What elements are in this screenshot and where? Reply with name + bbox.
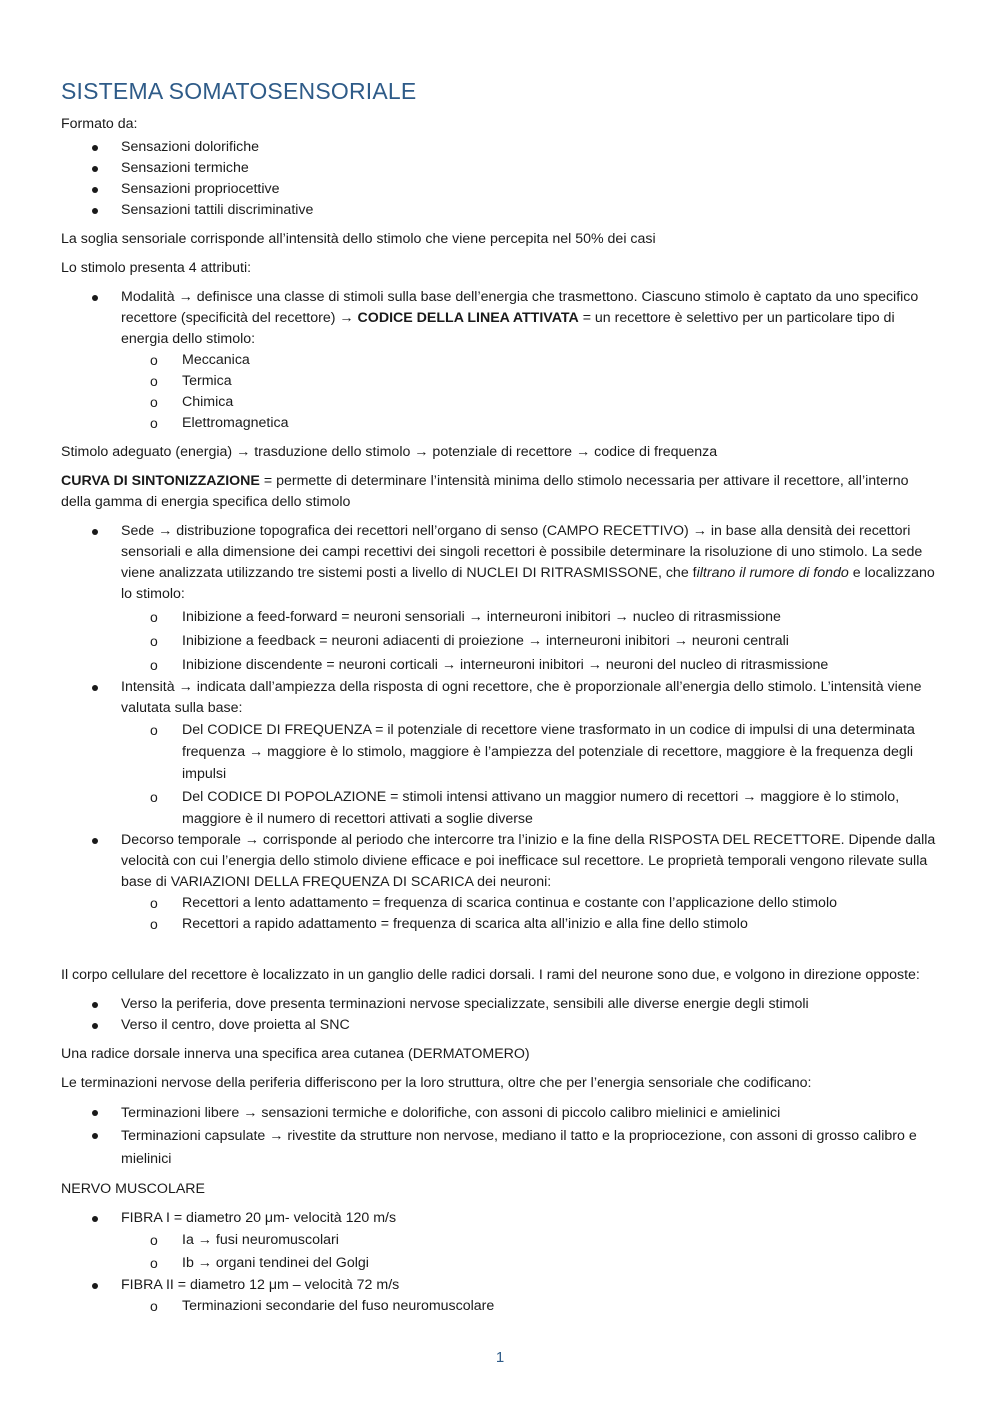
corpo-text: Il corpo cellulare del recettore è localizzato in un ganglio delle radici dorsali. I rami del neurone sono due, e volgono in direzione opposte: [61, 967, 920, 983]
list-item: o Inibizione a feedback = neuroni adiacenti di proiezione → interneuroni inibitori → neuroni centrali [121, 629, 941, 653]
terminazioni-list [61, 1102, 941, 1171]
terminazioni-intro: Le terminazioni nervose della periferia differiscono per la loro struttura, oltre che per l’energia sensoriale che codificano: [61, 1075, 812, 1091]
list-item-intensita [61, 677, 941, 830]
page-title: SISTEMA SOMATOSENSORIALE [61, 78, 417, 104]
list-item-modalita [61, 287, 941, 434]
list-item: Terminazioni libere → sensazioni termiche e dolorifiche, con assoni di piccolo calibro mielinici e amielinici [61, 1102, 941, 1125]
sede-post: e localizzano lo stimolo: [121, 565, 935, 602]
list-item-fibra2 [61, 1275, 941, 1317]
modalita-sublist [121, 350, 941, 434]
modalita-post: = un recettore è selettivo per un particolare tipo di energia dello stimolo: [121, 310, 895, 347]
list-item: Sensazioni tattili discriminative [61, 200, 941, 221]
list-item-decorso [61, 830, 941, 935]
list-item: Verso il centro, dove proietta al SNC [61, 1015, 941, 1036]
fibre-list [61, 1208, 941, 1317]
list-item: Sensazioni propriocettive [61, 179, 941, 200]
list-item: o Chimica [121, 392, 941, 413]
modalita-text: Modalità → definisce una classe di stimoli sulla base dell’energia che trasmettono. Ciascuno stimolo è captato da uno specifico recettore (specificità del recettore) → [121, 289, 919, 326]
sensations-list [61, 137, 941, 221]
list-item: o Recettori a lento adattamento = frequenza di scarica continua e costante con l’applicazione dello stimolo [121, 893, 941, 914]
nervo-heading: NERVO MUSCOLARE [61, 1181, 206, 1197]
rami-list [61, 994, 941, 1036]
list-item: o Inibizione a feed-forward = neuroni sensoriali → interneuroni inibitori → nucleo di ritrasmissione [121, 605, 941, 629]
list-item: Terminazioni capsulate → rivestite da strutture non nervose, mediano il tatto e la propriocezione, con assoni di grosso calibro e mielinici [61, 1125, 941, 1171]
curva-text: = permette di determinare l’intensità minima dello stimolo necessaria per attivare il recettore, all’interno della gamma di energia specifica dello stimolo [61, 473, 909, 510]
intensita-text: Intensità → indicata dall’ampiezza della risposta di ogni recettore, che è proporzionale all’energia dello stimolo. L’intensità viene valutata sulla base: [121, 679, 922, 716]
list-item: Sensazioni dolorifiche [61, 137, 941, 158]
list-item: o Termica [121, 371, 941, 392]
list-item: Sensazioni termiche [61, 158, 941, 179]
fibra1-sublist [121, 1229, 941, 1275]
modalita-bold: CODICE DELLA LINEA ATTIVATA [357, 310, 579, 326]
attributes-list [61, 521, 941, 935]
list-item-sede [61, 521, 941, 677]
radice-text: Una radice dorsale innerva una specifica area cutanea (DERMATOMERO) [61, 1046, 530, 1062]
sede-text: Sede → distribuzione topografica dei recettori nell’organo di senso (CAMPO RECETTIVO) → in base alla densità dei recettori sensoriali e alla dimensione dei campi recettivi dei singoli recettori è possibile determinare la risoluzione di uno stimolo. La sede viene analizzata utilizzando tre sistemi posti a livello di NUCLEI DI RITRASMISSONE, che f [121, 523, 923, 581]
list-item: o Terminazioni secondarie del fuso neuromuscolare [121, 1296, 941, 1317]
list-item: o Recettori a rapido adattamento = frequenza di scarica alta all’inizio e alla fine dello stimolo [121, 914, 941, 935]
list-item: o Ia → fusi neuromuscolari [121, 1229, 941, 1252]
decorso-sublist [121, 893, 941, 935]
list-item: o Del CODICE DI FREQUENZA = il potenziale di recettore viene trasformato in un codice di impulsi di una determinata frequenza → maggiore è lo stimolo, maggiore è l’ampiezza del potenziale di recettore, maggiore è la frequenza degli impulsi [121, 719, 941, 785]
list-item-fibra1 [61, 1208, 941, 1275]
intro-text: Formato da: [61, 116, 138, 132]
fibra1-text: FIBRA I = diametro 20 μm- velocità 120 m/s [121, 1210, 397, 1226]
list-item: o Elettromagnetica [121, 413, 941, 434]
list-item: o Inibizione discendente = neuroni corticali → interneuroni inibitori → neuroni del nucleo di ritrasmissione [121, 653, 941, 677]
soglia-text: La soglia sensoriale corrisponde all’intensità dello stimolo che viene percepita nel 50% dei casi [61, 231, 656, 247]
sede-sublist [121, 605, 941, 677]
stimolo-adeguato: Stimolo adeguato (energia) → trasduzione dello stimolo → potenziale di recettore → codice di frequenza [61, 444, 718, 460]
curva-paragraph [61, 471, 941, 513]
intensita-sublist [121, 719, 941, 830]
list-item: o Meccanica [121, 350, 941, 371]
curva-bold: CURVA DI SINTONIZZAZIONE [61, 473, 260, 489]
fibra2-sublist [121, 1296, 941, 1317]
modalita-list [61, 287, 941, 434]
fibra2-text: FIBRA II = diametro 12 μm – velocità 72 m/s [121, 1277, 400, 1293]
list-item: Verso la periferia, dove presenta terminazioni nervose specializzate, sensibili alle diverse energie degli stimoli [61, 994, 941, 1015]
spacer [61, 943, 941, 965]
attributi-intro: Lo stimolo presenta 4 attributi: [61, 260, 252, 276]
document-page [61, 76, 941, 1325]
list-item: o Ib → organi tendinei del Golgi [121, 1252, 941, 1275]
decorso-text: Decorso temporale → corrisponde al periodo che intercorre tra l’inizio e la fine della RISPOSTA DEL RECETTORE. Dipende dalla velocità con cui l’energia dello stimolo diviene efficace e poi inefficace sul recettore. Le proprietà temporali vengono rilevate sulla base di VARIAZIONI DELLA FREQUENZA DI SCARICA dei neuroni: [121, 832, 936, 890]
page-number: 1 [495, 1349, 505, 1366]
list-item: o Del CODICE DI POPOLAZIONE = stimoli intensi attivano un maggior numero di recettori → maggiore è lo stimolo, maggiore è il numero di recettori attivati a soglie diverse [121, 786, 941, 830]
sede-italic: iltrano il rumore di fondo [696, 565, 849, 581]
